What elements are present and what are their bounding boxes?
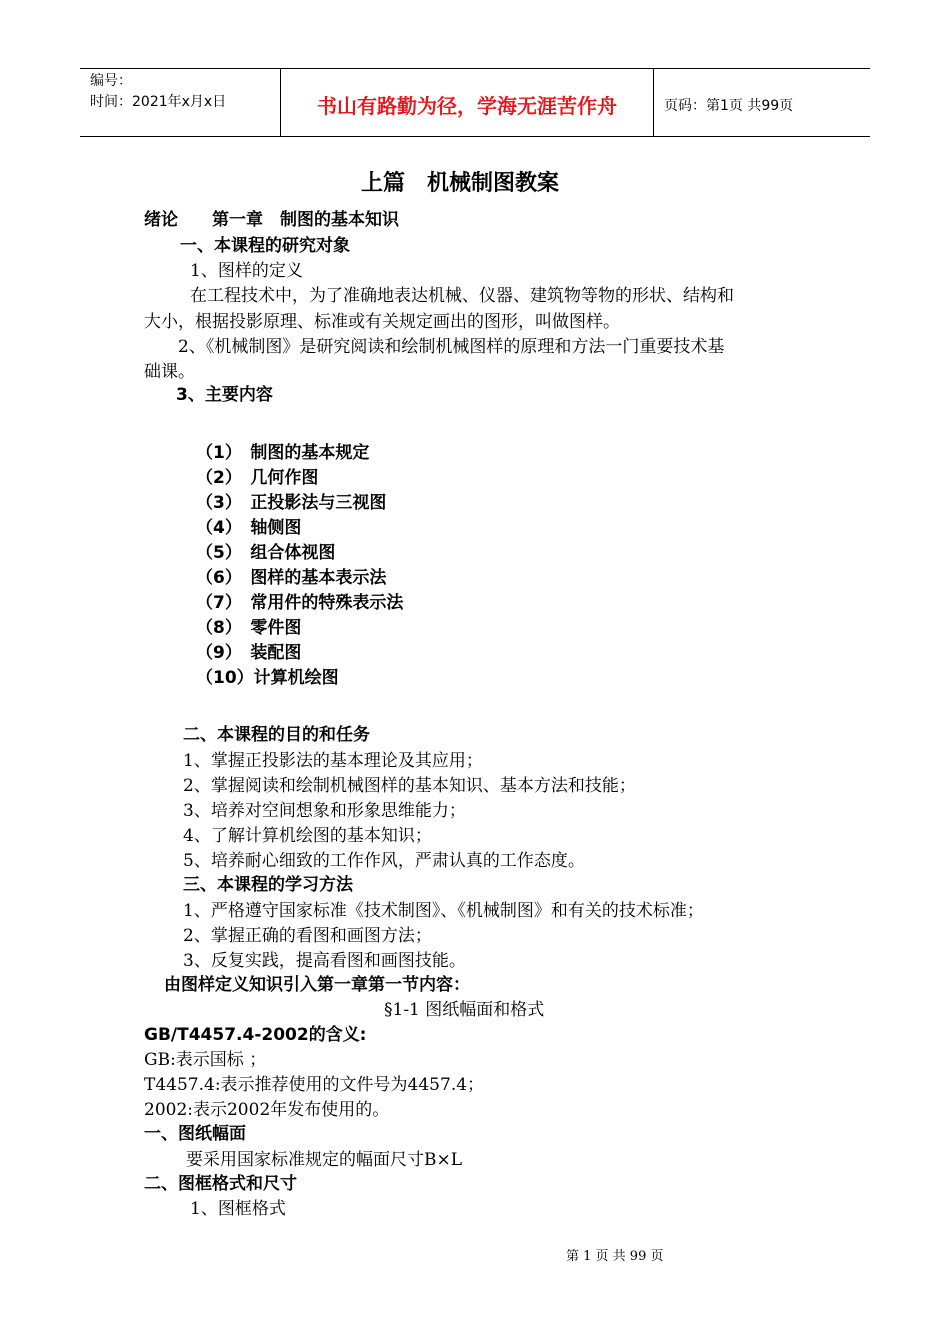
list-item: 4、了解计算机绘图的基本知识； [183,826,432,846]
list-item: 2、掌握正确的看图和画图方法； [183,926,432,946]
header-motto: 书山有路勤为径，学海无涯苦作舟 [281,69,654,136]
contents-item: （5） 组合体视图 [196,543,336,563]
paragraph-line: 础课。 [144,362,195,382]
list-item: 2、掌握阅读和绘制机械图样的基本知识、基本方法和技能； [183,776,636,796]
doc-title: 上篇 机械制图教案 [361,171,560,196]
section-title: §1-1 图纸幅面和格式 [384,1000,545,1020]
section-heading-2: 二、本课程的目的和任务 [183,725,370,745]
subheading-main-content: 3、主要内容 [176,385,273,405]
paragraph-line: 要采用国家标准规定的幅面尺寸B×L [186,1150,463,1170]
list-item: 1、严格遵守国家标准《技术制图》、《机械制图》和有关的技术标准； [183,901,704,921]
list-item: 5、培养耐心细致的工作作风，严肃认真的工作态度。 [183,851,585,871]
contents-item: （9） 装配图 [196,643,302,663]
page-footer: 第 1 页 共 99 页 [566,1249,664,1264]
gb-line: GB:表示国标 ； [144,1050,267,1070]
paragraph-line: 2、《机械制图》是研究阅读和绘制机械图样的原理和方法一门重要技术基 [178,337,725,357]
gb-line: 2002:表示2002年发布使用的。 [144,1100,390,1120]
gb-line: T4457.4:表示推荐使用的文件号为4457.4； [144,1075,485,1095]
contents-item: （7） 常用件的特殊表示法 [196,593,404,613]
section-heading-3: 三、本课程的学习方法 [183,875,353,895]
section-heading-1: 一、本课程的研究对象 [180,236,350,256]
doc-number-label: 编号： [90,73,132,89]
header-meta [80,69,281,136]
list-item: 3、培养对空间想象和形象思维能力； [183,801,466,821]
list-item: 1、图样的定义 [190,261,303,281]
contents-item: （3） 正投影法与三视图 [196,493,387,513]
heading-paper-size: 一、图纸幅面 [144,1124,246,1144]
contents-item: （4） 轴侧图 [196,518,302,538]
header-table [80,68,870,137]
header-page-info: 页码：第1页 共99页 [664,97,794,114]
paragraph-line: 在工程技术中，为了准确地表达机械、仪器、建筑物等物的形状、结构和 [190,286,734,306]
contents-item: （1） 制图的基本规定 [196,443,370,463]
doc-date-label: 时间：2021年x月x日 [90,94,227,110]
gb-heading: GB/T4457.4-2002的含义: [144,1025,367,1045]
contents-item: （10）计算机绘图 [196,668,339,688]
paragraph-line: 大小，根据投影原理、标准或有关规定画出的图形，叫做图样。 [144,312,620,332]
contents-item: （8） 零件图 [196,618,302,638]
contents-item: （6） 图样的基本表示法 [196,568,387,588]
contents-item: （2） 几何作图 [196,468,319,488]
heading-frame-format: 二、图框格式和尺寸 [144,1174,297,1194]
chapter-heading: 绪论 第一章 制图的基本知识 [144,210,399,230]
list-item: 1、掌握正投影法的基本理论及其应用； [183,751,483,771]
list-item: 1、图框格式 [190,1199,286,1219]
lead-in-text: 由图样定义知识引入第一章第一节内容： [164,975,470,995]
list-item: 3、反复实践，提高看图和画图技能。 [183,951,466,971]
